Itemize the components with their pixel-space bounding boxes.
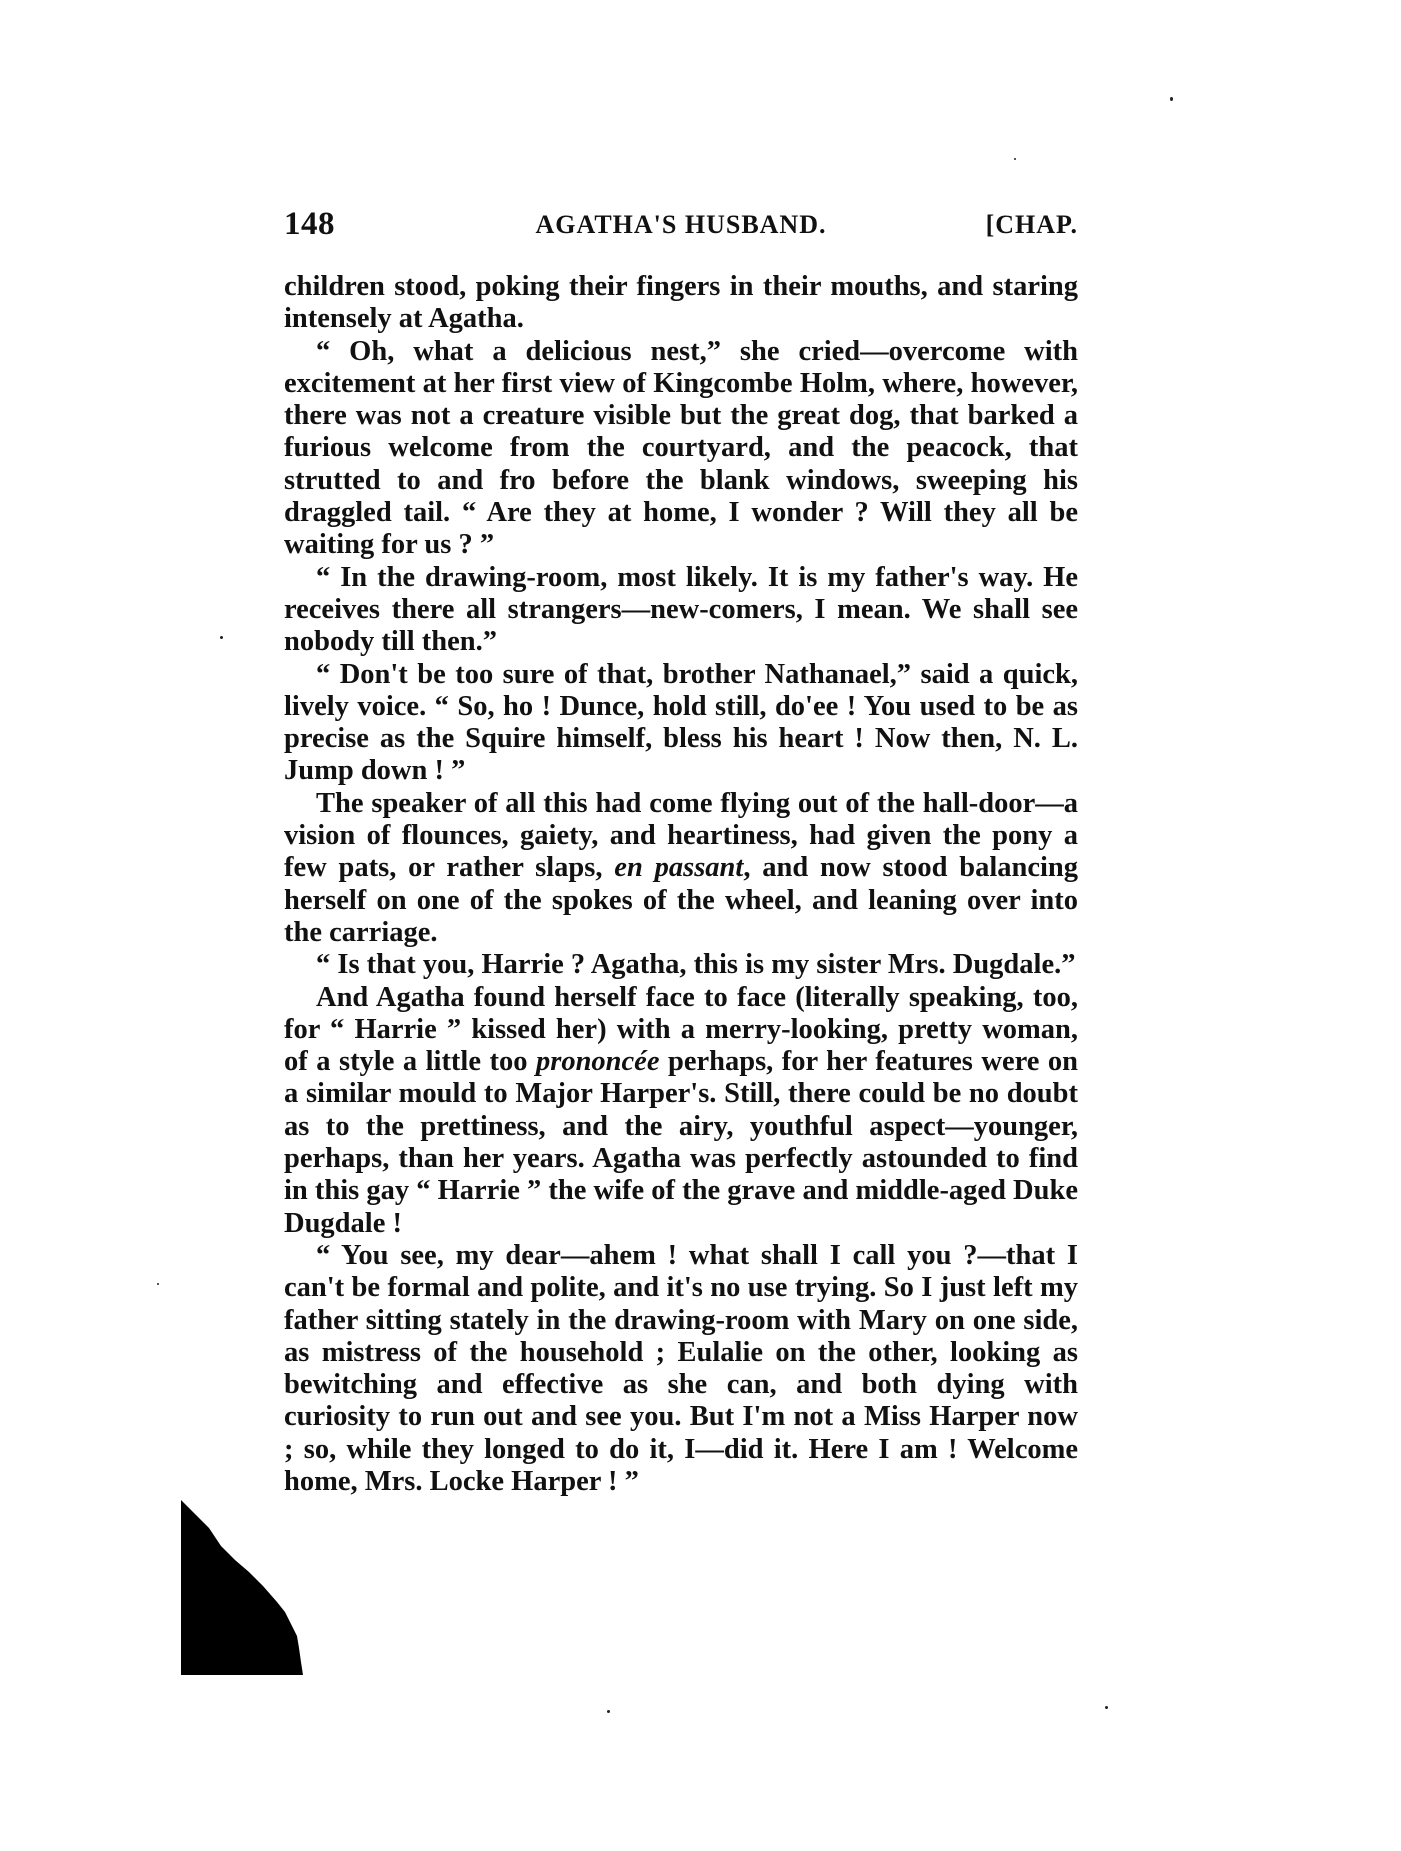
scan-speck <box>1170 97 1173 101</box>
scan-speck <box>220 636 223 639</box>
paragraph: children stood, poking their fingers in their mouths, and staring intensely at Agatha. <box>284 271 1078 335</box>
paragraph: “ In the drawing-room, most likely. It is my father's way. He receives there all strangers—new-comers, I mean. We shall see nobody till then.” <box>284 561 1078 658</box>
body-text <box>284 271 1078 1498</box>
paragraph-text: And Agatha found herself face to face (literally speaking, too, for “ Harrie ” kissed her) with a merry-looking, pretty woman, of a style a little too <box>284 981 1078 1078</box>
paragraph: “ Is that you, Harrie ? Agatha, this is my sister Mrs. Dugdale.” <box>316 949 1076 981</box>
scan-speck <box>157 1283 159 1285</box>
italic-phrase: prononcée <box>535 1046 660 1078</box>
page-header <box>284 206 1078 256</box>
paragraph <box>284 982 1078 1240</box>
paragraph: “ Don't be too sure of that, brother Nathanael,” said a quick, lively voice. “ So, ho ! Dunce, hold still, do'ee ! You used to be as precise as the Squire himself, bless his heart ! Now then, N. L. Jump down ! ” <box>284 658 1078 787</box>
paragraph: “ Oh, what a delicious nest,” she cried—overcome with excitement at her first view of Kingcombe Holm, where, however, there was not a creature visible but the great dog, that barked a furious welcome from the courtyard, and the peacock, that strutted to and fro before the blank windows, sweeping his draggled tail. “ Are they at home, I wonder ? Will they all be waiting for us ? ” <box>284 335 1078 561</box>
paragraph-text: , and now stood balancing herself on one of the spokes of the wheel, and leaning over into the carriage. <box>284 852 1079 948</box>
page-number: 148 <box>284 206 335 242</box>
scan-speck <box>1105 1706 1108 1709</box>
paragraph <box>284 788 1078 949</box>
scan-speck <box>1014 158 1016 160</box>
paragraph-text: The speaker of all this had come flying out of the hall-door—a vision of flounces, gaiety, and heartiness, had given the pony a few pats, or rather slaps, <box>284 787 1078 884</box>
paragraph: “ You see, my dear—ahem ! what shall I call you ?—that I can't be formal and polite, and it's no use trying. So I just left my father sitting stately in the drawing-room with Mary on one side, as mistress of the household ; Eulalie on the other, looking as bewitching and effective as she can, and both dying with curiosity to run out and see you. But I'm not a Miss Harper now ; so, while they longed to do it, I—did it. Here I am ! Welcome home, Mrs. Locke Harper ! ” <box>284 1239 1078 1497</box>
running-title: AGATHA'S HUSBAND. <box>535 210 827 239</box>
scan-speck <box>607 1710 610 1713</box>
paragraph-text: perhaps, for her features were on a similar mould to Major Harper's. Still, there could be no doubt as to the prettiness, and the airy, youthful aspect—younger, perhaps, than her years. Agatha was perfectly astounded to find in this gay “ Harrie ” the wife of the grave and middle-aged Duke Dugdale ! <box>284 1046 1078 1239</box>
scan-shadow <box>181 1500 306 1675</box>
italic-phrase: en passant <box>614 852 744 884</box>
chapter-mark: [CHAP. <box>985 210 1078 239</box>
